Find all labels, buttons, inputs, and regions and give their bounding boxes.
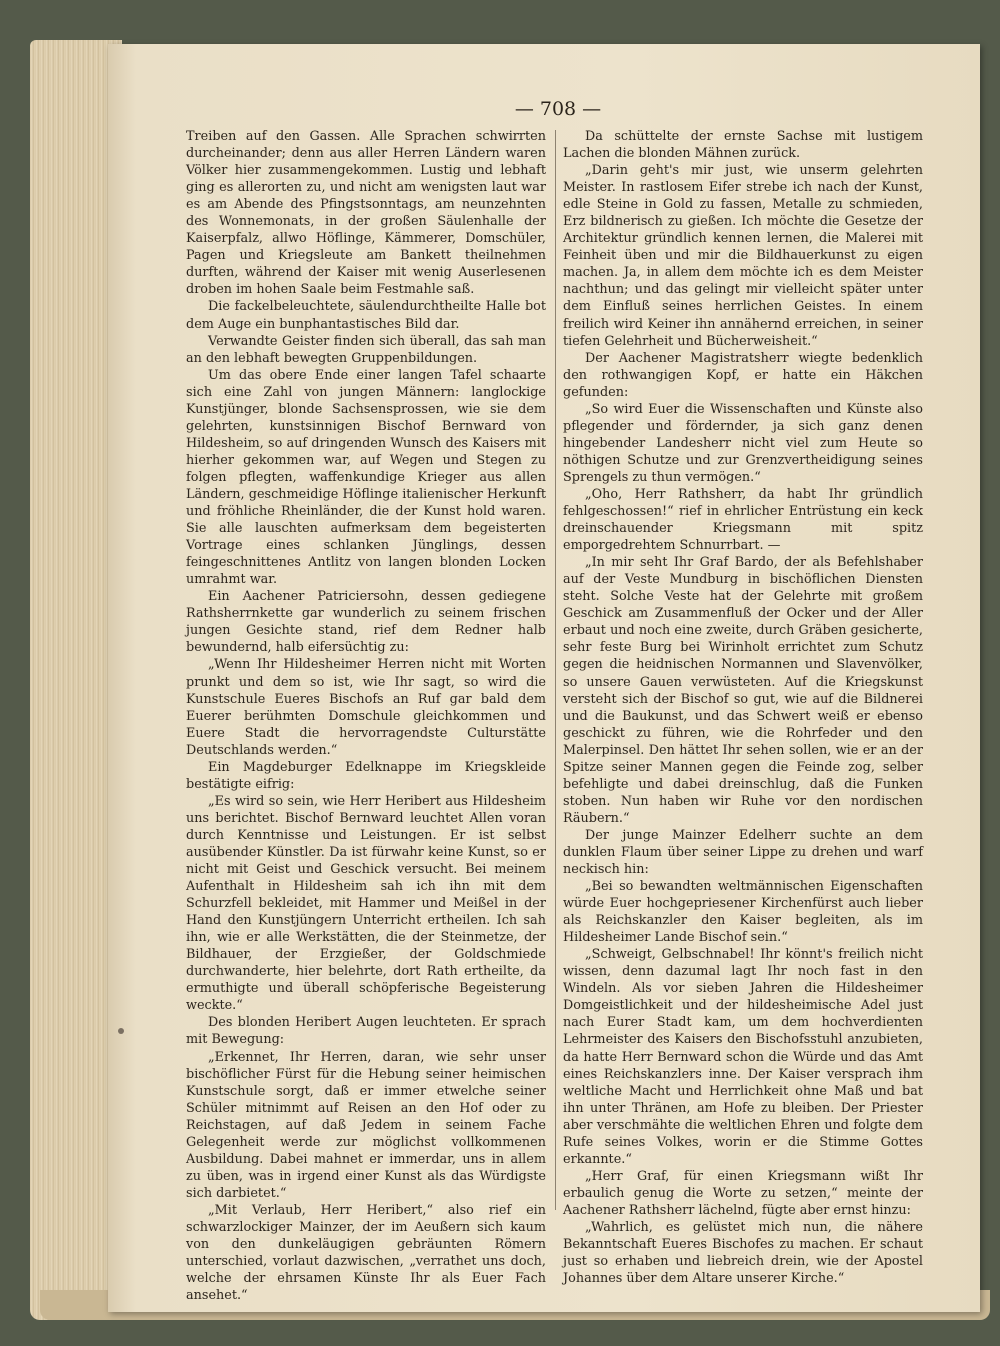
paragraph: „Mit Verlaub, Herr Heribert,“ also rief ein schwarzlockiger Mainzer, der im Aeußern sich kaum von den dunkeläugigen gebräunten Römern unterschied, vorlaut dazwischen, „verrathet uns doch, welche der ehrsamen Künste Ihr als Euer Fach ansehet.“ (186, 1202, 546, 1304)
paragraph: „In mir seht Ihr Graf Bardo, der als Befehlshaber auf der Veste Mundburg in bischöflichen Diensten steht. Solche Veste hat der Gelehrte mit großem Geschick am Zusammenfluß der Ocker und der Aller erbaut und noch eine zweite, durch Gräben gesicherte, sehr feste Burg bei Wirinholt errichtet zum Schutz gegen die heidnischen Normannen und Slavenvölker, so unsere Gauen verwüsteten. Auf die Kriegskunst versteht sich der Bischof so gut, wie auf die Bildnerei und die Baukunst, und das Schwert weiß er ebenso geschickt zu führen, wie die Rohrfeder und den Malerpinsel. Den hättet Ihr sehen sollen, wie er an der Spitze seiner Mannen gegen die Feinde zog, selber befehligte und dabei dreinschlug, daß die Funken stoben. Nun haben wir Ruhe vor den nordischen Räubern.“ (563, 555, 923, 826)
paragraph: Ein Aachener Patriciersohn, dessen gediegene Rathsherrnkette gar wunderlich zu seinem frischen jungen Gesichte stand, rief dem Redner halb bewundernd, halb eifersüchtig zu: (186, 589, 546, 656)
paragraph: „Herr Graf, für einen Kriegsmann wißt Ihr erbaulich genug die Worte zu setzen,“ meinte der Aachener Rathsherr lächelnd, fügte aber ernst hinzu: (563, 1168, 923, 1218)
paragraph: Die fackelbeleuchtete, säulendurchtheilte Halle bot dem Auge ein bunphantastisches Bild dar. (186, 299, 546, 332)
paragraph: „Wenn Ihr Hildesheimer Herren nicht mit Worten prunkt und dem so ist, wie Ihr sagt, so wird die Kunstschule Eueres Bischofs an Ruf gar bald dem Euerer berühmten Domschule gleichkommen und Euere Stadt die hervorragendste Culturstätte Deutschlands werden.“ (186, 657, 546, 758)
paragraph: Der junge Mainzer Edelherr suchte an dem dunklen Flaum über seiner Lippe zu drehen und warf neckisch hin: (563, 827, 923, 878)
right-column (563, 128, 923, 1287)
ink-smudge (118, 1028, 124, 1034)
paragraph: Der Aachener Magistratsherr wiegte bedenklich den rothwangigen Kopf, er hatte ein Häkchen gefunden: (563, 350, 923, 400)
column-divider (555, 130, 556, 1210)
paragraph: „Oho, Herr Rathsherr, da habt Ihr gründlich fehlgeschossen!“ rief in ehrlicher Entrüstung ein keck dreinschauender Kriegsmann mit spitz emporgedrehtem Schnurrbart. — (563, 486, 923, 554)
paragraph: Des blonden Heribert Augen leuchteten. Er sprach mit Bewegung: (186, 1015, 546, 1048)
paragraph: Verwandte Geister finden sich überall, das sah man an den lebhaft bewegten Gruppenbildungen. (186, 333, 546, 366)
paragraph: „Es wird so sein, wie Herr Heribert aus Hildesheim uns berichtet. Bischof Bernward leuchtet Allen voran durch Kenntnisse und Leistungen. Er ist selbst ausübender Künstler. Da ist fürwahr keine Kunst, so er nicht mit Geist und Geschick versucht. Bei meinem Aufenthalt in Hildesheim sah ich ihn mit dem Schurzfell bekleidet, mit Hammer und Meißel in der Hand den Kunstjüngern Unterricht ertheilen. Ich sah ihn, wie er alle Werkstätten, die der Steinmetze, der Bildhauer, der Erzgießer, der Goldschmiede durchwanderte, hier belehrte, dort Rath ertheilte, da ermuthigte und überall schöpferische Begeisterung weckte.“ (186, 793, 546, 1014)
paragraph: Um das obere Ende einer langen Tafel schaarte sich eine Zahl von jungen Männern: langlockige Kunstjünger, blonde Sachsensprossen, wie sie dem gelehrten, kunstsinnigen Bischof Bernward von Hildesheim, so auf dringenden Wunsch des Kaisers mit hierher gekommen war, auf Wegen und Stegen zu folgen pflegten, waffenkundige Krieger aus allen Ländern, geschmeidige Höflinge italienischer Herkunft und fröhliche Rheinländer, die der Kunst hold waren. Sie alle lauschten aufmerksam dem begeisterten Vortrage eines schlanken Jünglings, dessen feingeschnittenes Antlitz von langen blonden Locken umrahmt war. (186, 367, 546, 588)
paragraph: „Erkennet, Ihr Herren, daran, wie sehr unser bischöflicher Fürst für die Hebung seiner heimischen Kunstschule sorgt, daß er immer etwelche seiner Schüler mitnimmt auf Reisen an den Hof oder zu Reichstagen, auf daß Jedem in seinem Fache Gelegenheit werde zur möglichst vollkommenen Ausbildung. Dabei mahnet er immerdar, uns in allem zu üben, was in irgend einer Kunst als das Würdigste sich darbietet.“ (186, 1049, 546, 1201)
paragraph: Treiben auf den Gassen. Alle Sprachen schwirrten durcheinander; denn aus aller Herren Ländern waren Völker hier zusammengekommen. Lustig und lebhaft ging es allerorten zu, und nicht am wenigsten laut war es am Abende des Pfingstsonntags, am neunzehnten des Wonnemonats, in der großen Säulenhalle der Kaiserpfalz, allwo Höflinge, Kämmerer, Domschüler, Pagen und Kriegsleute am Bankett theilnehmen durften, während der Kaiser mit wenig Auserlesenen droben im hohen Saale beim Festmahle saß. (186, 129, 546, 298)
paragraph: Ein Magdeburger Edelknappe im Kriegskleide bestätigte eifrig: (186, 759, 546, 792)
paragraph: „Bei so bewandten weltmännischen Eigenschaften würde Euer hochgepriesener Kirchenfürst auch lieber als Reichskanzler den Kaiser begleiten, als im Hildesheimer Lande Bischof sein.“ (563, 879, 923, 946)
left-column (186, 128, 546, 1304)
paragraph: „Wahrlich, es gelüstet mich nun, die nähere Bekanntschaft Eueres Bischofes zu machen. Er schaut just so erhaben und liebreich drein, wie der Apostel Johannes über dem Altare unserer Kirche.“ (563, 1220, 923, 1287)
paragraph: „So wird Euer die Wissenschaften und Künste also pflegender und fördernder, ja sich ganz denen hingebender Landesherr nicht viel zum Heute so nöthigen Schutze und zur Grenzvertheidigung seines Sprengels zu thun vermögen.“ (563, 401, 923, 485)
paragraph: Da schüttelte der ernste Sachse mit lustigem Lachen die blonden Mähnen zurück. (563, 129, 923, 162)
page-number: — 708 — (514, 98, 602, 120)
paragraph: „Schweigt, Gelbschnabel! Ihr könnt's freilich nicht wissen, denn dazumal lagt Ihr noch fast in den Windeln. Als vor sieben Jahren die Hildesheimer Domgeistlichkeit und der hildesheimische Adel just nach Eurer Stadt kam, um dem hochverdienten Lehrmeister des Kaisers den Bischofsstuhl anzubieten, da hatte Herr Bernward schon die Würde und das Amt eines Reichskanzlers inne. Der Kaiser versprach ihm weltliche Macht und Herrlichkeit ohne Maß und bat ihn unter Thränen, am Hofe zu bleiben. Der Priester aber verschmähte die weltlichen Ehren und folgte dem Rufe seines Volkes, worin er die Stimme Gottes erkannte.“ (563, 947, 923, 1167)
paragraph: „Darin geht's mir just, wie unserm gelehrten Meister. In rastlosem Eifer strebe ich nach der Kunst, edle Steine in Gold zu fassen, Metalle zu schmieden, Erz bildnerisch zu gießen. Ich möchte die Gesetze der Architektur gründlich kennen lernen, die Malerei mit Feinheit üben und mir die Bildhauerkunst zu eigen machen. Ja, in allem dem möchte ich es dem Meister nachthun; und das gelingt mir vielleicht später unter dem Einfluß seines herrlichen Geistes. In einem freilich wird Keiner ihn annähernd erreichen, in seiner tiefen Gelehrheit und Bücherweisheit.“ (563, 163, 923, 349)
